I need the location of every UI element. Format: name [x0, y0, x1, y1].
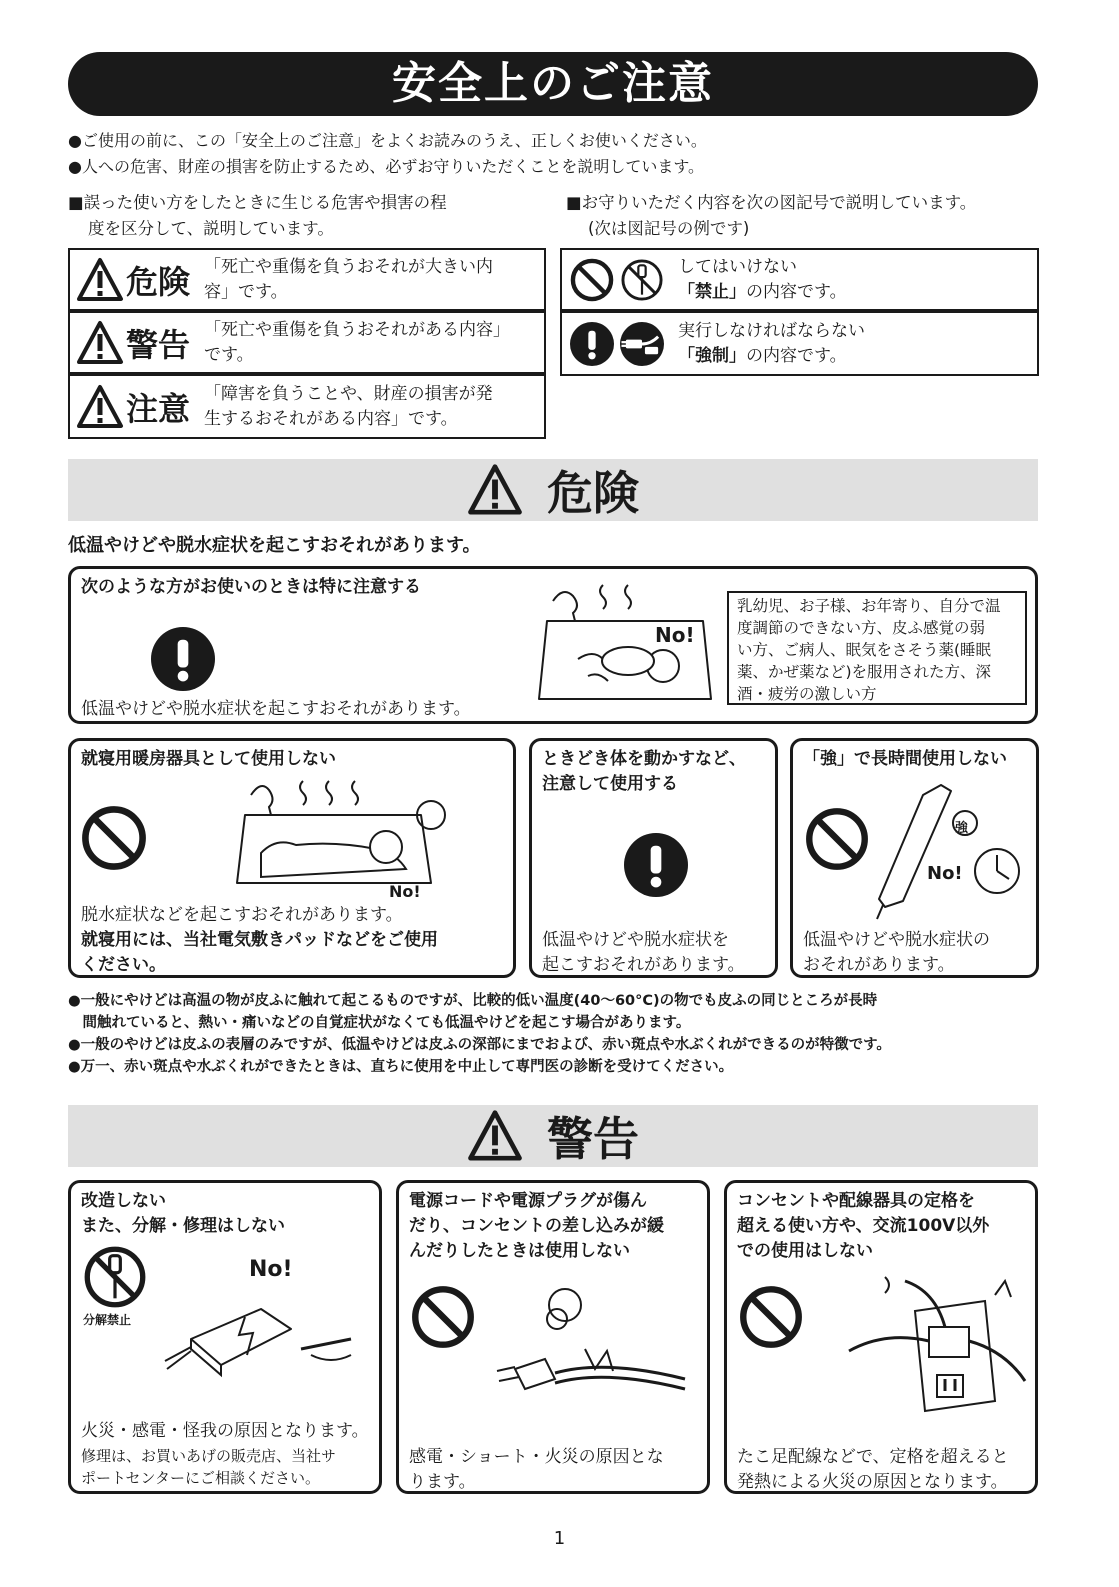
sleeping-person-illustration: [231, 775, 471, 895]
level-danger: [68, 248, 546, 311]
danger-card-no-strong-long: [790, 738, 1039, 978]
unplug-icon: [620, 322, 664, 366]
card-bold-note: 就寝用には、当社電気敷きパッドなどをご使用 ください。: [81, 930, 438, 975]
warning-card-no-modify: [68, 1180, 382, 1494]
mandatory-icon: [570, 322, 614, 366]
at-risk-people-box: 乳幼児、お子様、お年寄り、自分で温 度調節のできない方、皮ふ感覚の弱 い方、ご病人、眠気をさそう薬(睡眠 薬、かぜ薬など)を服用された方、深 酒・疲労の激しい方: [727, 591, 1027, 705]
level-desc: 「死亡や重傷を負うおそれがある内容」 です。: [204, 319, 510, 365]
danger-notes: ●一般にやけどは高温の物が皮ふに触れて起こるものですが、比較的低い温度(40〜60°C)の物でも皮ふの同じところが長時 間触れていると、熱い・痛いなどの自覚症状がなくても低温やけどを起こす場合があります。 ●一般のやけどは皮ふの表層のみですが、低温やけどは皮ふの深部にまでおよび、赤い斑点や水ぶくれができるのが特徴です。 ●万一、赤い斑点や水ぶくれができたときは、直ちに使用を中止して専門医の診断を受けてください。: [68, 993, 891, 1075]
level-word: 危険: [126, 262, 191, 301]
warning-triangle-icon: [76, 256, 124, 304]
danger-card-move-body: [529, 738, 778, 978]
prohibit-icon: [805, 807, 869, 871]
symbols-heading: ■お守りいただく内容を次の図記号で説明しています。 (次は図記号の例です): [566, 193, 977, 238]
warning-triangle-icon: [76, 383, 124, 431]
card-body: 火災・感電・怪我の原因となります。: [81, 1421, 369, 1441]
no-mark: No!: [655, 623, 695, 647]
mandatory-icon: [624, 833, 688, 897]
card-body: 脱水症状などを起こすおそれがあります。: [81, 905, 403, 925]
card-body: 感電・ショート・火災の原因とな ります。: [409, 1447, 664, 1492]
card-title: 就寝用暖房器具として使用しない: [81, 749, 336, 769]
card-title: 電源コードや電源プラグが傷ん だり、コンセントの差し込みが緩 んだりしたときは使用しない: [409, 1191, 664, 1261]
level-caution: [68, 374, 546, 439]
warning-card-rated-outlet: [724, 1180, 1038, 1494]
intro-line-1: ●ご使用の前に、この「安全上のご注意」をよくお読みのうえ、正しくお使いください。: [68, 131, 707, 150]
level-desc: 「死亡や重傷を負うおそれが大きい内 容」です。: [204, 256, 493, 302]
danger-card-no-sleeping-use: [68, 738, 516, 978]
symbol-desc: 実行しなければならない 「強制」の内容です。: [678, 320, 865, 366]
overloaded-outlet-illustration: [845, 1271, 1035, 1431]
card-title: ときどき体を動かすなど、 注意して使用する: [542, 749, 746, 794]
danger-subtitle: 低温やけどや脱水症状を起こすおそれがあります。: [68, 535, 481, 556]
level-word: 注意: [126, 389, 191, 428]
warning-triangle-icon: [467, 462, 523, 518]
warning-band-label: 警告: [547, 1112, 639, 1166]
prohibit-icon: [411, 1285, 475, 1349]
level-warning: [68, 311, 546, 374]
no-mark: No!: [927, 863, 963, 884]
disassembly-illustration: [161, 1289, 361, 1399]
card-bottom-text: 低温やけどや脱水症状を起こすおそれがあります。: [81, 699, 471, 719]
disassembly-label: 分解禁止: [83, 1313, 132, 1327]
symbol-prohibit: [560, 248, 1039, 311]
card-small-note: 修理は、お買いあげの販売店、当社サ ポートセンターにご相談ください。: [81, 1447, 337, 1487]
no-mark: No!: [249, 1257, 293, 1282]
warning-card-damaged-cord: [396, 1180, 710, 1494]
no-disassembly-icon: [83, 1245, 147, 1309]
danger-card-special-users: [68, 566, 1038, 724]
card-body: たこ足配線などで、定格を超えると 発熱による火災の原因となります。: [737, 1447, 1009, 1492]
symbol-mandatory: [560, 311, 1039, 376]
page-title: 安全上のご注意: [68, 52, 1038, 116]
level-word: 警告: [126, 325, 191, 364]
damaged-plug-illustration: [495, 1279, 695, 1419]
strong-label: 強: [955, 821, 969, 836]
warning-triangle-icon: [76, 319, 124, 367]
no-disassembly-icon: [620, 258, 664, 302]
danger-band-label: 危険: [547, 466, 639, 520]
intro-line-2: ●人への危害、財産の損害を防止するため、必ずお守りいただくことを説明しています。: [68, 157, 705, 176]
card-body: 低温やけどや脱水症状の おそれがあります。: [803, 930, 990, 975]
levels-heading: ■誤った使い方をしたときに生じる危害や損害の程 度を区分して、説明しています。: [68, 193, 447, 238]
level-desc: 「障害を負うことや、財産の損害が発 生するおそれがある内容」です。: [204, 383, 493, 429]
danger-band: [68, 459, 1038, 521]
warning-triangle-icon: [467, 1108, 523, 1164]
card-title: 「強」で長時間使用しない: [803, 749, 1007, 769]
baby-on-mat-illustration: [533, 581, 733, 711]
prohibit-icon: [570, 258, 614, 302]
card-title: 改造しない また、分解・修理はしない: [81, 1191, 285, 1236]
page-number: 1: [553, 1528, 566, 1549]
card-title: 次のような方がお使いのときは特に注意する: [81, 577, 421, 597]
prohibit-icon: [81, 805, 147, 871]
warning-band: [68, 1105, 1038, 1167]
symbol-desc: してはいけない 「禁止」の内容です。: [678, 256, 847, 302]
card-body: 低温やけどや脱水症状を 起こすおそれがあります。: [542, 930, 745, 975]
no-mark: No!: [389, 882, 421, 901]
mandatory-icon: [151, 627, 215, 691]
controller-illustration: [873, 775, 1033, 925]
prohibit-icon: [739, 1285, 803, 1349]
card-title: コンセントや配線器具の定格を 超える使い方や、交流100V以外 での使用はしない: [737, 1191, 990, 1261]
